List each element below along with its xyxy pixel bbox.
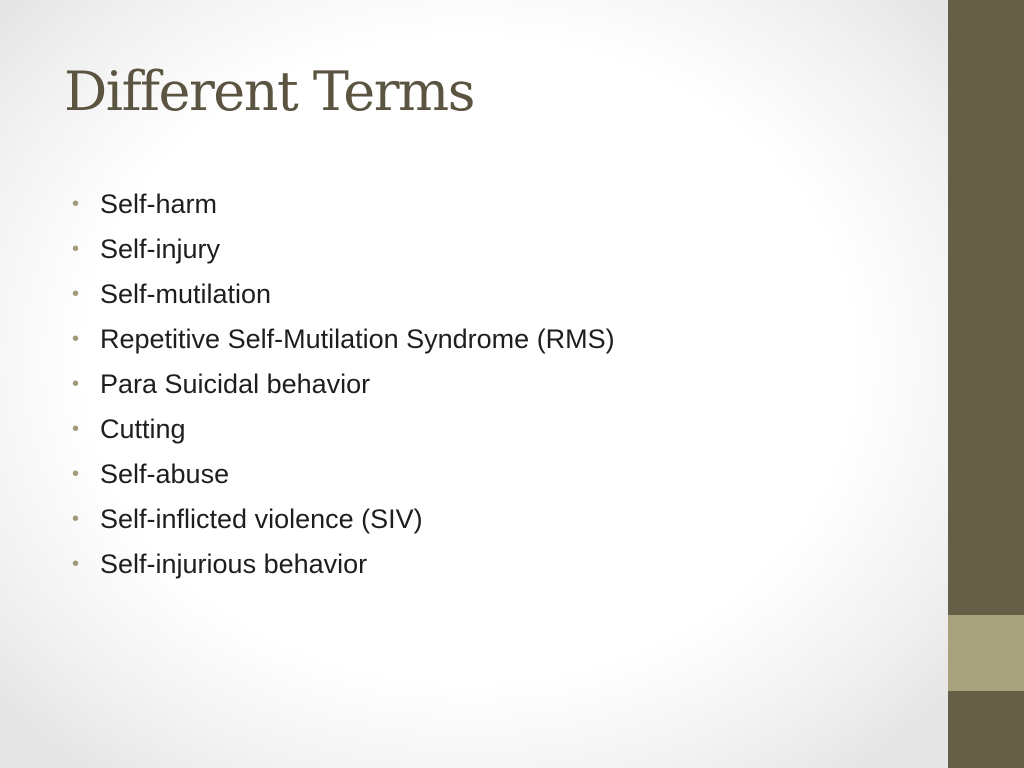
sidebar-accent-block — [948, 615, 1024, 691]
list-item-text: Cutting — [100, 414, 186, 444]
slide-title: Different Terms — [64, 60, 474, 123]
bullet-icon: • — [72, 328, 80, 350]
list-item-text: Self-inflicted violence (SIV) — [100, 504, 423, 534]
list-item — [72, 362, 615, 407]
list-item-text: Self-harm — [100, 189, 218, 219]
list-item — [72, 317, 615, 362]
list-item-text: Self-abuse — [100, 459, 230, 489]
bullet-icon: • — [72, 553, 80, 575]
list-item — [72, 227, 615, 272]
bullet-icon: • — [72, 463, 80, 485]
list-item — [72, 407, 615, 452]
bullet-list — [72, 182, 615, 587]
list-item-text: Para Suicidal behavior — [100, 369, 371, 399]
list-item — [72, 452, 615, 497]
bullet-icon: • — [72, 418, 80, 440]
list-item — [72, 272, 615, 317]
list-item — [72, 497, 615, 542]
bullet-icon: • — [72, 283, 80, 305]
bullet-icon: • — [72, 508, 80, 530]
list-item-text: Self-injury — [100, 234, 221, 264]
list-item — [72, 182, 615, 227]
list-item — [72, 542, 615, 587]
bullet-icon: • — [72, 193, 80, 215]
bullet-icon: • — [72, 238, 80, 260]
list-item-text: Self-mutilation — [100, 279, 272, 309]
bullet-icon: • — [72, 373, 80, 395]
list-item-text: Repetitive Self-Mutilation Syndrome (RMS) — [100, 324, 615, 354]
list-item-text: Self-injurious behavior — [100, 549, 368, 579]
